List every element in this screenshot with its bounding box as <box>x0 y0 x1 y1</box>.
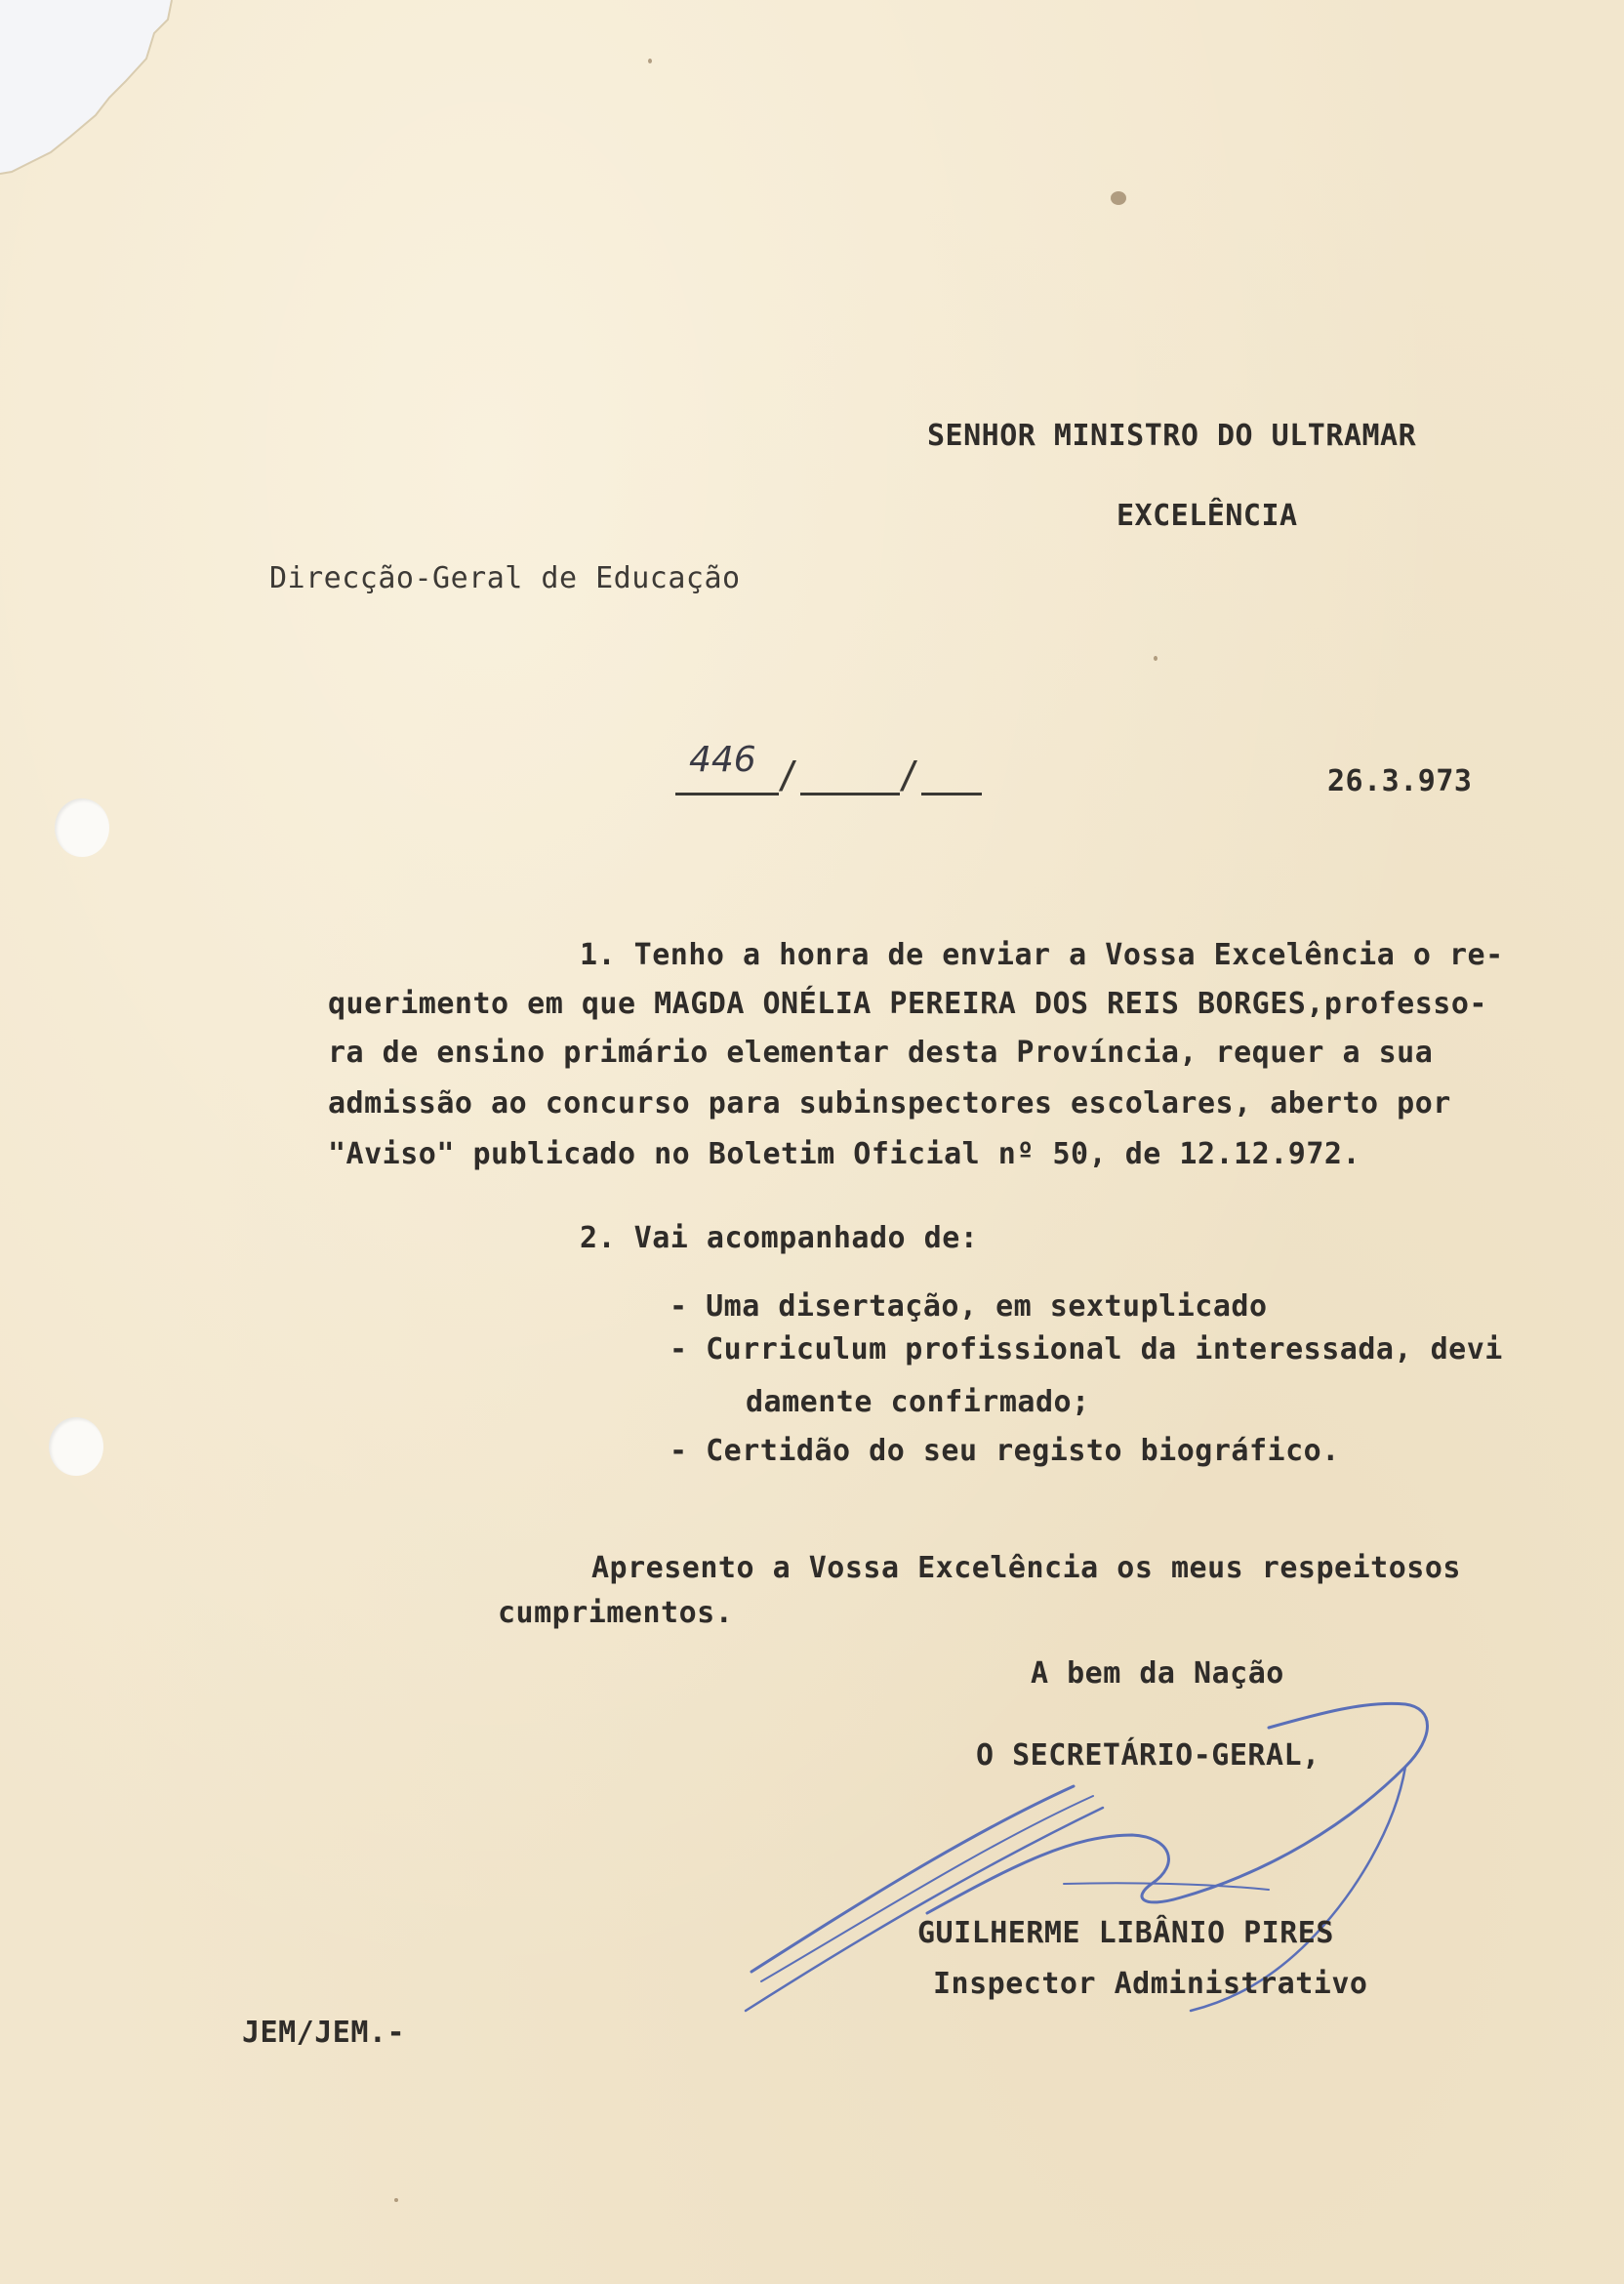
paper-speck <box>648 59 652 63</box>
paper-speck <box>1154 656 1157 661</box>
department-name: Direcção-Geral de Educação <box>269 561 741 595</box>
attachment-item-2: - Curriculum profissional da interessada, devi <box>670 1332 1503 1366</box>
signatory-name: GUILHERME LIBÂNIO PIRES <box>917 1916 1334 1950</box>
letter-date: 26.3.973 <box>1327 764 1473 798</box>
addressee-line-2: EXCELÊNCIA <box>1116 499 1298 533</box>
reference-underline-2 <box>800 793 900 795</box>
punch-hole-lower <box>49 1417 103 1476</box>
signatory-title: Inspector Administrativo <box>933 1967 1368 2001</box>
reference-separator-1: / <box>777 754 799 796</box>
paragraph-1-line-2: querimento em que MAGDA ONÉLIA PEREIRA DOS REIS BORGES,professo- <box>328 987 1487 1021</box>
paper-speck <box>394 2198 398 2202</box>
torn-corner <box>0 0 195 176</box>
punch-hole-upper <box>55 798 109 857</box>
attachment-item-3: - Certidão do seu registo biográfico. <box>670 1434 1340 1468</box>
paragraph-1-line-5: "Aviso" publicado no Boletim Oficial nº 50, de 12.12.972. <box>328 1137 1361 1171</box>
typist-initials: JEM/JEM.- <box>242 2016 406 2050</box>
reference-number: 446 <box>689 740 756 780</box>
sign-off-salutation: A bem da Nação <box>1031 1656 1284 1691</box>
addressee-line-1: SENHOR MINISTRO DO ULTRAMAR <box>927 419 1417 453</box>
closing-line-2: cumprimentos. <box>498 1596 734 1630</box>
paragraph-1-line-1: 1. Tenho a honra de enviar a Vossa Excelência o re- <box>580 938 1504 972</box>
closing-line-1: Apresento a Vossa Excelência os meus respeitosos <box>591 1551 1461 1585</box>
attachment-item-1: - Uma disertação, em sextuplicado <box>670 1289 1268 1324</box>
reference-underline-3 <box>921 793 982 795</box>
reference-separator-2: / <box>898 754 920 796</box>
attachment-item-2-continued: damente confirmado; <box>746 1385 1090 1419</box>
paper-stain <box>1111 191 1126 205</box>
signatory-role: O SECRETÁRIO-GERAL, <box>976 1738 1320 1773</box>
reference-underline-1 <box>675 793 779 795</box>
paragraph-1-line-4: admissão ao concurso para subinspectores escolares, aberto por <box>328 1086 1451 1121</box>
paragraph-1-line-3: ra de ensino primário elementar desta Província, requer a sua <box>328 1036 1434 1070</box>
paragraph-2-intro: 2. Vai acompanhado de: <box>580 1221 979 1255</box>
